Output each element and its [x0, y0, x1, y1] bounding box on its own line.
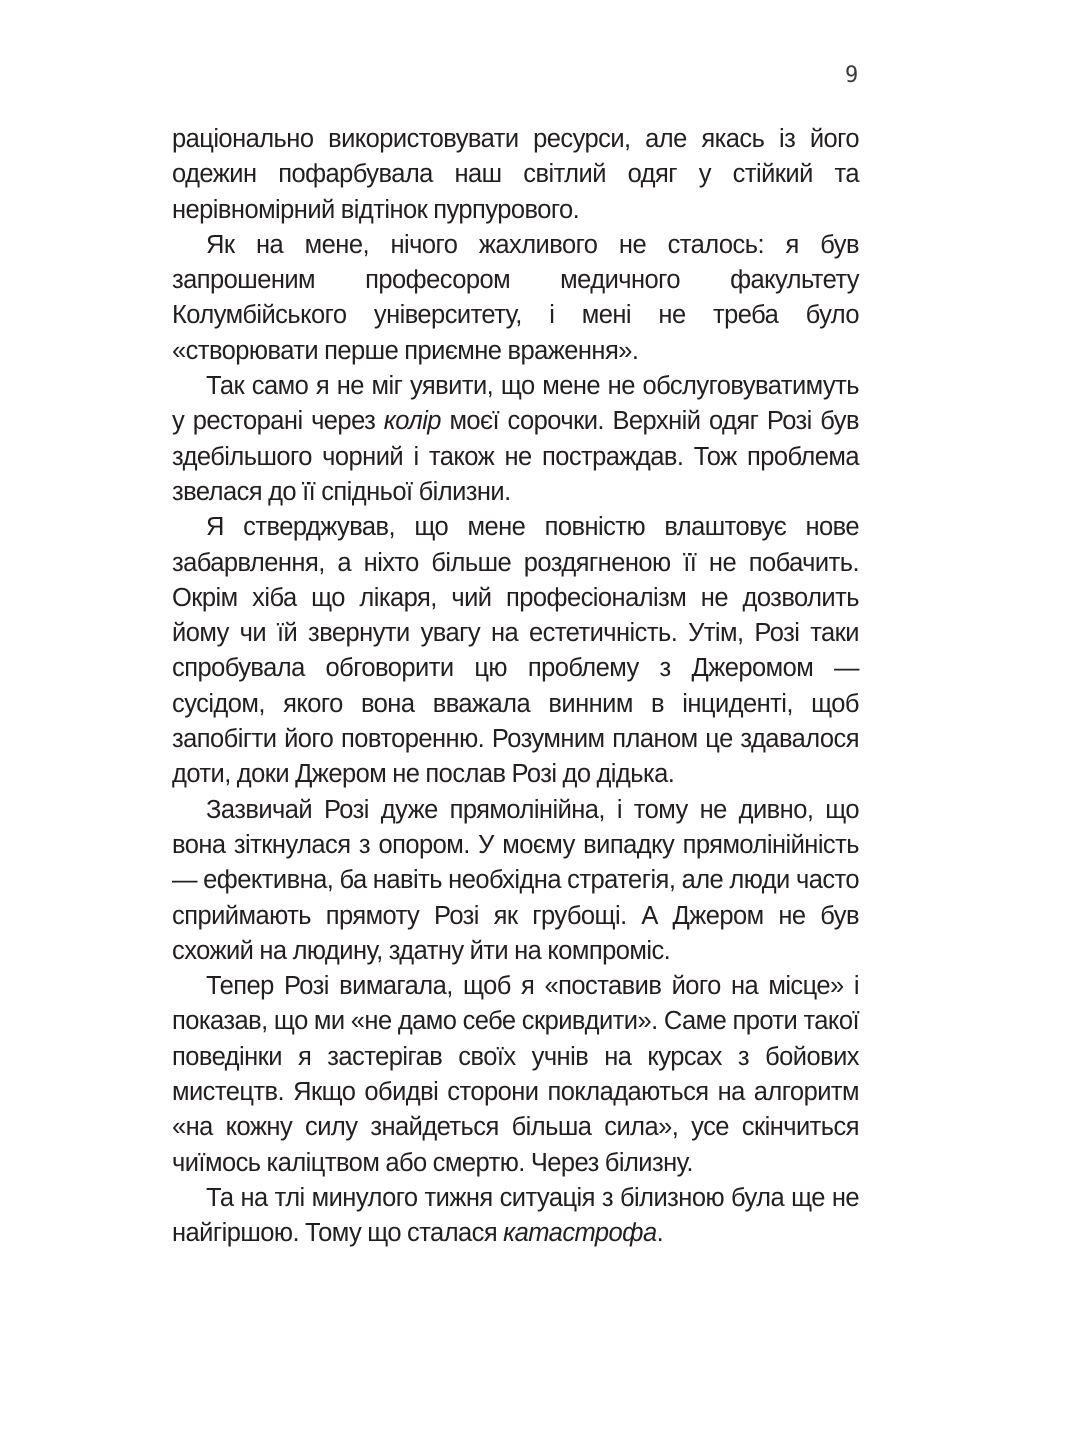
text-segment: Та на тлі минулого тижня ситуація з білизною була ще не найгіршою. Тому що сталася	[172, 1183, 859, 1248]
body-text	[172, 122, 859, 1252]
paragraph	[172, 122, 859, 228]
text-segment: Як на мене, нічого жахливого не сталось: я був запрошеним професором медичного факультету Колумбійського університету, і мені не треба було «створювати перше приємне враження».	[172, 230, 859, 365]
paragraph	[172, 793, 859, 969]
paragraph	[172, 228, 859, 369]
paragraph	[172, 510, 859, 792]
text-segment: Так само я не міг уявити, що мене не обслуговуватимуть у ресторані через	[172, 372, 859, 436]
paragraph	[172, 969, 859, 1181]
paragraph	[172, 1181, 859, 1252]
text-segment: моєї сорочки. Верхній одяг Розі був здебільшого чорний і також не постраждав. Тож проблема звелася до її спідньої білизни.	[172, 407, 860, 506]
text-segment: Зазвичай Розі дуже прямолінійна, і тому не дивно, що вона зіткнулася з опором. У моєму випадку прямолінійність — ефективна, ба навіть необхідна стратегія, але люди часто сприймають прямоту Розі як грубощі. А Джером не був схожий на людину, здатну йти на компроміс.	[172, 795, 859, 965]
page-number: 9	[845, 63, 859, 88]
text-segment: Тепер Розі вимагала, щоб я «поставив його на місце» і показав, що ми «не дамо себе скривдити». Саме проти такої поведінки я застерігав своїх учнів на курсах з бойових мистецтв. Якщо обидві сторони покладаються на алгоритм «на кожну силу знайдеться більша сила», усе скінчиться чиїмось каліцтвом або смертю. Через білизну.	[172, 972, 859, 1177]
text-segment: Я стверджував, що мене повністю влаштовує нове забарвлення, а ніхто більше роздягненою її не побачить. Окрім хіба що лікаря, чий професіоналізм не дозволить йому чи їй звернути увагу на естетичність. Утім, Розі таки спробувала обговорити цю проблему з Джеромом — сусідом, якого вона вважала винним в інциденті, щоб запобігти його повторенню. Розумним планом це здавалося доти, доки Джером не послав Розі до дідька.	[172, 513, 859, 789]
text-segment: .	[656, 1219, 664, 1248]
paragraph	[172, 369, 859, 510]
italic-text: катастрофа	[503, 1219, 657, 1248]
italic-text: колір	[383, 407, 441, 436]
text-segment: раціонально використовувати ресурси, але якась із його одежин пофарбувала наш світлий одяг у стійкий та нерівномірний відтінок пурпурового.	[172, 125, 859, 224]
